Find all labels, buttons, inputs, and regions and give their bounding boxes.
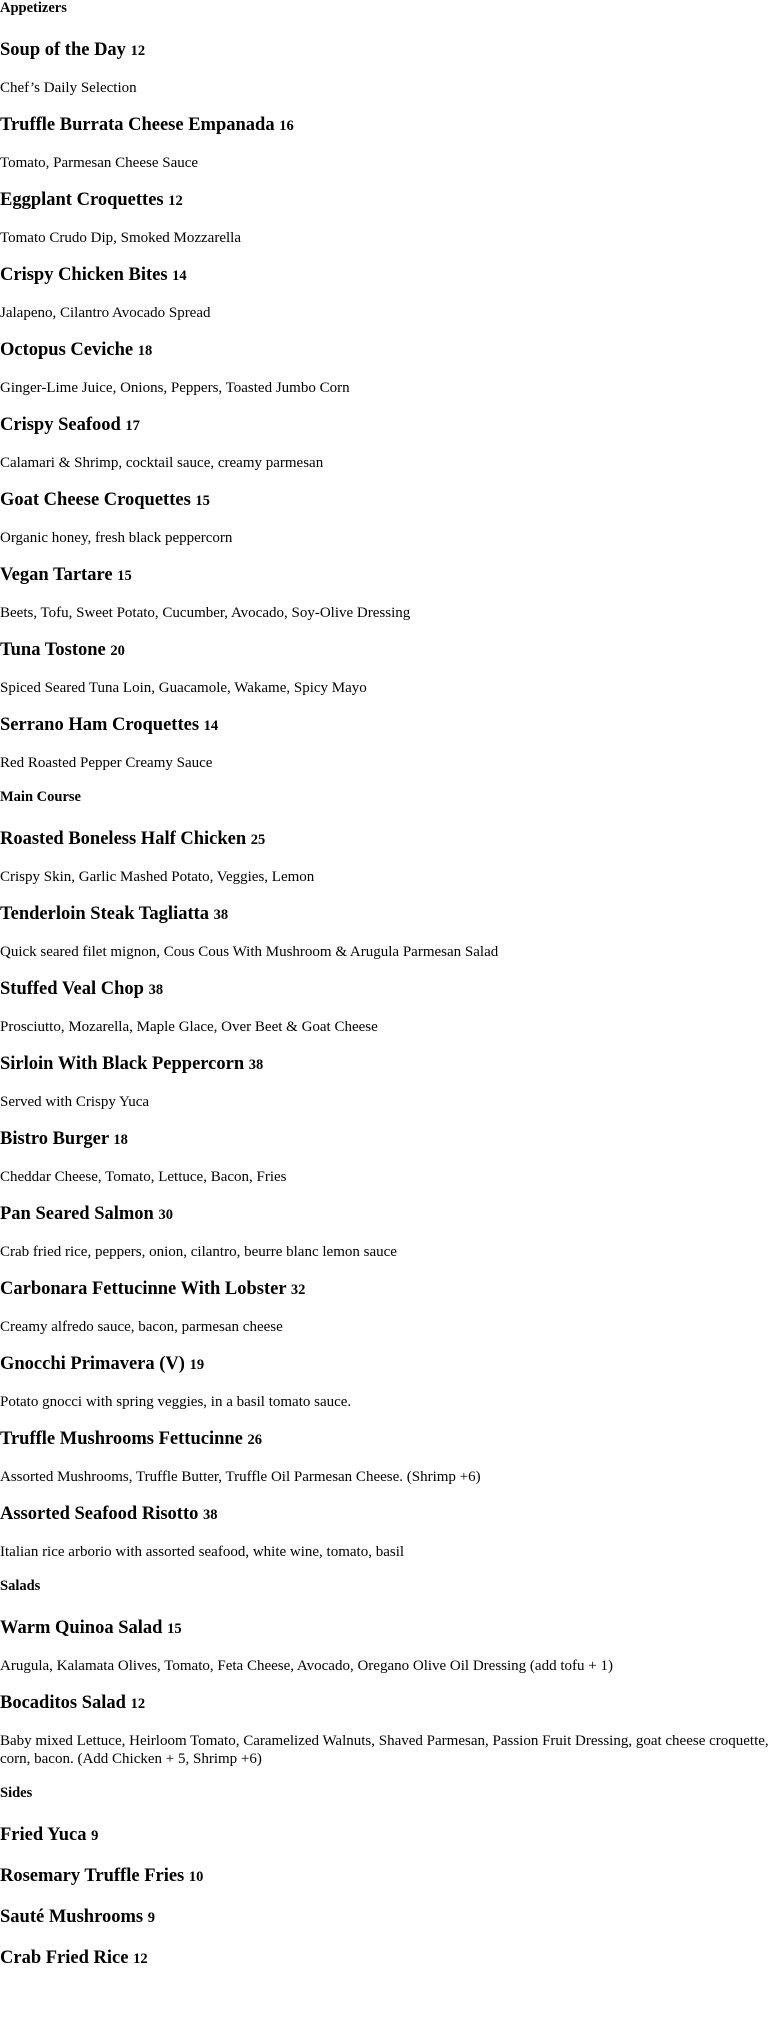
menu-item (0, 1865, 769, 1888)
item-description: Ginger-Lime Juice, Onions, Peppers, Toasted Jumbo Corn (0, 380, 350, 396)
item-price: 32 (290, 1282, 306, 1298)
menu-item (0, 489, 769, 547)
menu-section (0, 1578, 769, 1768)
item-name: Truffle Burrata Cheese Empanada (0, 115, 275, 135)
item-description: Prosciutto, Mozarella, Maple Glace, Over Beet & Goat Cheese (0, 1019, 378, 1035)
item-price: 12 (130, 43, 146, 59)
item-name: Sirloin With Black Peppercorn (0, 1054, 245, 1074)
menu-item (0, 1503, 769, 1561)
item-name: Eggplant Croquettes (0, 190, 164, 210)
menu-item (0, 189, 769, 247)
item-name-row (0, 114, 769, 137)
item-name-row (0, 1865, 769, 1888)
item-description: Served with Crispy Yuca (0, 1094, 150, 1110)
menu-section (0, 0, 769, 772)
item-name: Pan Seared Salmon (0, 1204, 154, 1224)
menu-item (0, 1906, 769, 1929)
menu-item (0, 903, 769, 961)
item-price: 26 (247, 1432, 263, 1448)
menu-item (0, 1692, 769, 1768)
section-title: Salads (0, 1578, 41, 1594)
item-name-row (0, 1278, 769, 1301)
item-name: Rosemary Truffle Fries (0, 1866, 185, 1886)
item-name-row (0, 1353, 769, 1376)
item-price: 12 (130, 1696, 146, 1712)
section-title: Appetizers (0, 0, 67, 16)
menu-item (0, 339, 769, 397)
item-price: 12 (133, 1951, 148, 1967)
menu-item (0, 1128, 769, 1186)
item-description: Spiced Seared Tuna Loin, Guacamole, Wakame, Spicy Mayo (0, 680, 367, 696)
item-name-row (0, 978, 769, 1001)
menu-item (0, 1617, 769, 1675)
item-name: Tenderloin Steak Tagliatta (0, 904, 210, 924)
item-description: Organic honey, fresh black peppercorn (0, 530, 233, 546)
menu-item (0, 414, 769, 472)
item-price: 9 (91, 1828, 99, 1844)
item-description: Calamari & Shrimp, cocktail sauce, creamy parmesan (0, 455, 324, 471)
item-price: 18 (113, 1132, 128, 1148)
item-name: Assorted Seafood Risotto (0, 1504, 199, 1524)
item-price: 38 (248, 1057, 264, 1073)
item-price: 38 (202, 1507, 218, 1523)
item-description: Beets, Tofu, Sweet Potato, Cucumber, Avocado, Soy-Olive Dressing (0, 605, 411, 621)
item-name-row (0, 639, 769, 662)
item-description: Red Roasted Pepper Creamy Sauce (0, 755, 213, 771)
menu-item (0, 114, 769, 172)
item-description: Assorted Mushrooms, Truffle Butter, Truffle Oil Parmesan Cheese. (Shrimp +6) (0, 1469, 481, 1485)
item-name-row (0, 1128, 769, 1151)
item-price: 14 (203, 718, 219, 734)
item-name-row (0, 39, 769, 62)
section-title: Sides (0, 1785, 33, 1801)
item-price: 38 (213, 907, 229, 923)
item-price: 38 (148, 982, 164, 998)
item-description: Potato gnocci with spring veggies, in a basil tomato sauce. (0, 1394, 352, 1410)
item-price: 15 (167, 1621, 182, 1637)
item-name: Octopus Ceviche (0, 340, 134, 360)
item-name: Crispy Seafood (0, 415, 121, 435)
item-name-row (0, 1947, 769, 1970)
item-price: 25 (250, 832, 266, 848)
item-name-row (0, 339, 769, 362)
item-name: Goat Cheese Croquettes (0, 490, 191, 510)
item-name-row (0, 1503, 769, 1526)
item-name: Crispy Chicken Bites (0, 265, 168, 285)
item-name: Fried Yuca (0, 1825, 87, 1845)
item-description: Cheddar Cheese, Tomato, Lettuce, Bacon, Fries (0, 1169, 287, 1185)
item-name: Serrano Ham Croquettes (0, 715, 200, 735)
item-name: Vegan Tartare (0, 565, 113, 585)
item-name-row (0, 1617, 769, 1640)
item-name: Soup of the Day (0, 40, 126, 60)
item-name: Sauté Mushrooms (0, 1907, 144, 1927)
menu-item (0, 1053, 769, 1111)
item-name: Roasted Boneless Half Chicken (0, 829, 247, 849)
menu-item (0, 1428, 769, 1486)
item-description: Crispy Skin, Garlic Mashed Potato, Veggies, Lemon (0, 869, 315, 885)
item-price: 20 (110, 643, 125, 659)
menu-item (0, 39, 769, 97)
menu-item (0, 1947, 769, 1970)
item-name-row (0, 714, 769, 737)
item-name-row (0, 1906, 769, 1929)
item-price: 15 (117, 568, 132, 584)
item-price: 9 (147, 1910, 155, 1926)
item-name-row (0, 264, 769, 287)
item-name-row (0, 1053, 769, 1076)
item-name-row (0, 489, 769, 512)
item-name-row (0, 1692, 769, 1715)
section-title: Main Course (0, 789, 81, 805)
item-name-row (0, 1428, 769, 1451)
menu-item (0, 1203, 769, 1261)
item-name: Bocaditos Salad (0, 1693, 126, 1713)
item-name: Crab Fried Rice (0, 1948, 129, 1968)
item-name-row (0, 1203, 769, 1226)
item-description: Baby mixed Lettuce, Heirloom Tomato, Caramelized Walnuts, Shaved Parmesan, Passion Fruit Dressing, goat cheese croquette, corn, bacon. (Add Chicken + 5, Shrimp +6) (0, 1733, 769, 1767)
item-price: 14 (172, 268, 187, 284)
item-name: Tuna Tostone (0, 640, 106, 660)
menu-item (0, 978, 769, 1036)
item-description: Italian rice arborio with assorted seafood, white wine, tomato, basil (0, 1544, 405, 1560)
menu-item (0, 714, 769, 772)
menu-item (0, 264, 769, 322)
item-description: Tomato Crudo Dip, Smoked Mozzarella (0, 230, 241, 246)
item-price: 17 (125, 418, 140, 434)
item-name-row (0, 414, 769, 437)
menu-item (0, 828, 769, 886)
item-description: Arugula, Kalamata Olives, Tomato, Feta Cheese, Avocado, Oregano Olive Oil Dressing (add tofu + 1) (0, 1658, 613, 1674)
item-name: Warm Quinoa Salad (0, 1618, 163, 1638)
item-price: 12 (168, 193, 183, 209)
item-name-row (0, 564, 769, 587)
item-price: 15 (195, 493, 210, 509)
menu-item (0, 1824, 769, 1847)
menu-item (0, 1353, 769, 1411)
item-price: 18 (137, 343, 153, 359)
item-name: Bistro Burger (0, 1129, 109, 1149)
item-description: Quick seared filet mignon, Cous Cous With Mushroom & Arugula Parmesan Salad (0, 944, 499, 960)
item-name-row (0, 828, 769, 851)
item-description: Tomato, Parmesan Cheese Sauce (0, 155, 199, 171)
item-price: 19 (189, 1357, 205, 1373)
item-price: 30 (158, 1207, 173, 1223)
item-name-row (0, 1824, 769, 1847)
item-description: Jalapeno, Cilantro Avocado Spread (0, 305, 211, 321)
item-description: Creamy alfredo sauce, bacon, parmesan cheese (0, 1319, 283, 1335)
item-name: Gnocchi Primavera (V) (0, 1354, 185, 1374)
item-name-row (0, 903, 769, 926)
item-price: 16 (279, 118, 294, 134)
item-description: Chef’s Daily Selection (0, 80, 137, 96)
item-name: Truffle Mushrooms Fettucinne (0, 1429, 243, 1449)
menu-item (0, 639, 769, 697)
item-name: Carbonara Fettucinne With Lobster (0, 1279, 287, 1299)
menu-section (0, 1785, 769, 1970)
menu-item (0, 564, 769, 622)
item-name-row (0, 189, 769, 212)
item-price: 10 (188, 1869, 204, 1885)
item-description: Crab fried rice, peppers, onion, cilantro, beurre blanc lemon sauce (0, 1244, 397, 1260)
item-name: Stuffed Veal Chop (0, 979, 144, 999)
menu-section (0, 789, 769, 1561)
menu-item (0, 1278, 769, 1336)
